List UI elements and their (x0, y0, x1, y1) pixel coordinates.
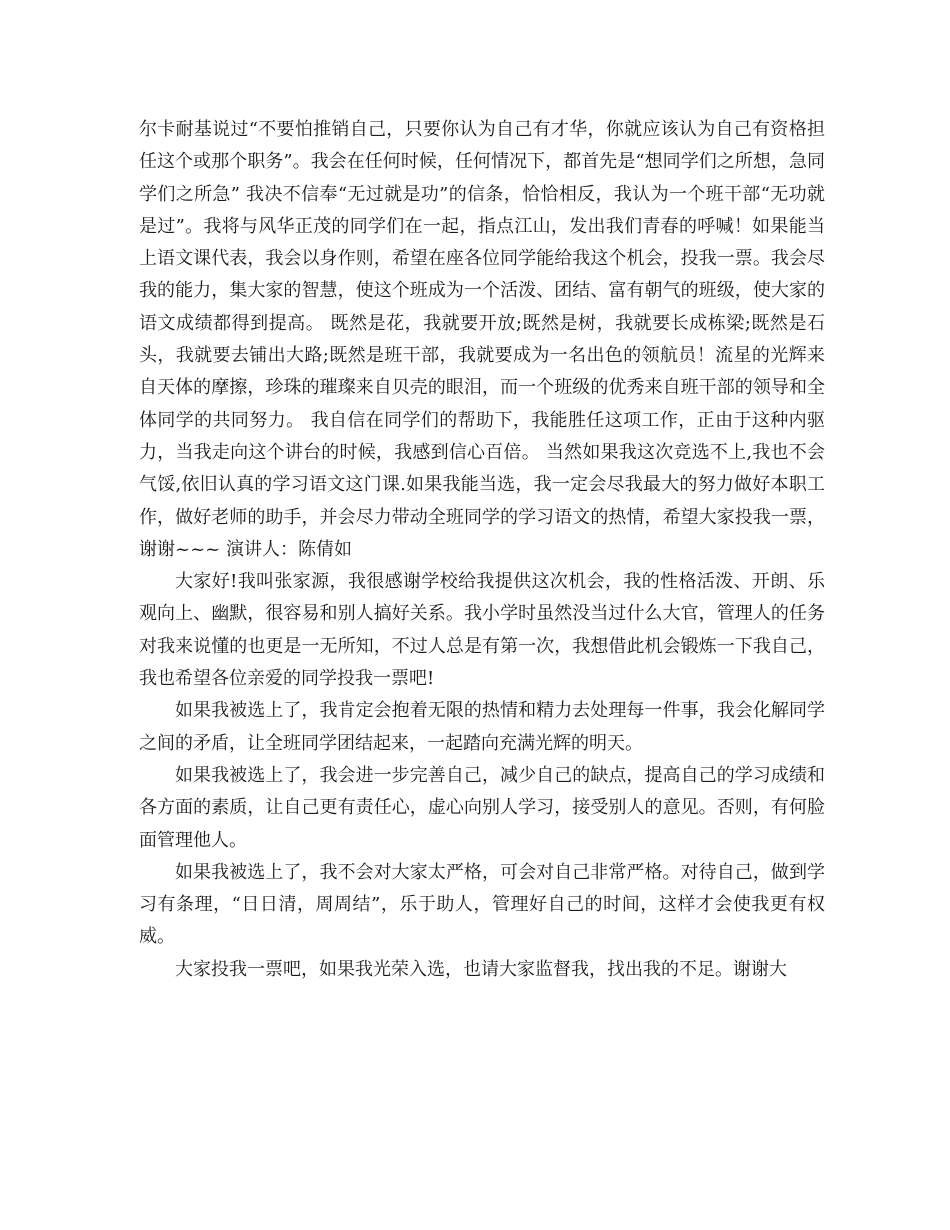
paragraph-campaign-speech-chen: 尔卡耐基说过“不要怕推销自己，只要你认为自己有才华，你就应该认为自己有资格担任这个或那个职务”。我会在任何时候，任何情况下，都首先是“想同学们之所想，急同学们之所急” 我决不信奉“无过就是功”的信条，恰恰相反，我认为一个班干部“无功就是过”。我将与风华正茂的同学们在一起，指点江山，发出我们青春的呼喊！如果能当上语文课代表，我会以身作则，希望在座各位同学能给我这个机会，投我一票。我会尽我的能力，集大家的智慧，使这个班成为一个活泼、团结、富有朝气的班级，使大家的语文成绩都得到提高。 既然是花，我就要开放;既然是树，我就要长成栋梁;既然是石头，我就要去铺出大路;既然是班干部，我就要成为一名出色的领航员！流星的光辉来自天体的摩擦，珍珠的璀璨来自贝壳的眼泪，而一个班级的优秀来自班干部的领导和全体同学的共同努力。 我自信在同学们的帮助下，我能胜任这项工作，正由于这种内驱力，当我走向这个讲台的时候，我感到信心百倍。 当然如果我这次竞选不上,我也不会气馁,依旧认真的学习语文这门课.如果我能当选，我一定会尽我最大的努力做好本职工作，做好老师的助手，并会尽力带动全班同学的学习语文的热情，希望大家投我一票，谢谢~~~ 演讲人：陈倩如 (139, 119, 825, 560)
paragraph-promise-self-improvement: 如果我被选上了，我会进一步完善自己，减少自己的缺点，提高自己的学习成绩和各方面的素质，让自己更有责任心，虚心向别人学习，接受别人的意见。否则，有何脸面管理他人。 (139, 764, 825, 851)
paragraph-promise-unity: 如果我被选上了，我肯定会抱着无限的热情和精力去处理每一件事，我会化解同学之间的矛盾，让全班同学团结起来，一起踏向充满光辉的明天。 (139, 700, 825, 754)
paragraph-closing-appeal: 大家投我一票吧，如果我光荣入选，也请大家监督我，找出我的不足。谢谢大 (175, 958, 787, 980)
document-body (139, 114, 825, 986)
paragraph-intro-zhang: 大家好!我叫张家源，我很感谢学校给我提供这次机会，我的性格活泼、开朗、乐观向上、幽默，很容易和别人搞好关系。我小学时虽然没当过什么大官，管理人的任务对我来说懂的也更是一无所知，不过人总是有第一次，我想借此机会锻炼一下我自己，我也希望各位亲爱的同学投我一票吧! (139, 571, 825, 690)
paragraph-promise-strictness: 如果我被选上了，我不会对大家太严格，可会对自己非常严格。对待自己，做到学习有条理，“日日清，周周结”，乐于助人，管理好自己的时间，这样才会使我更有权威。 (139, 861, 825, 948)
